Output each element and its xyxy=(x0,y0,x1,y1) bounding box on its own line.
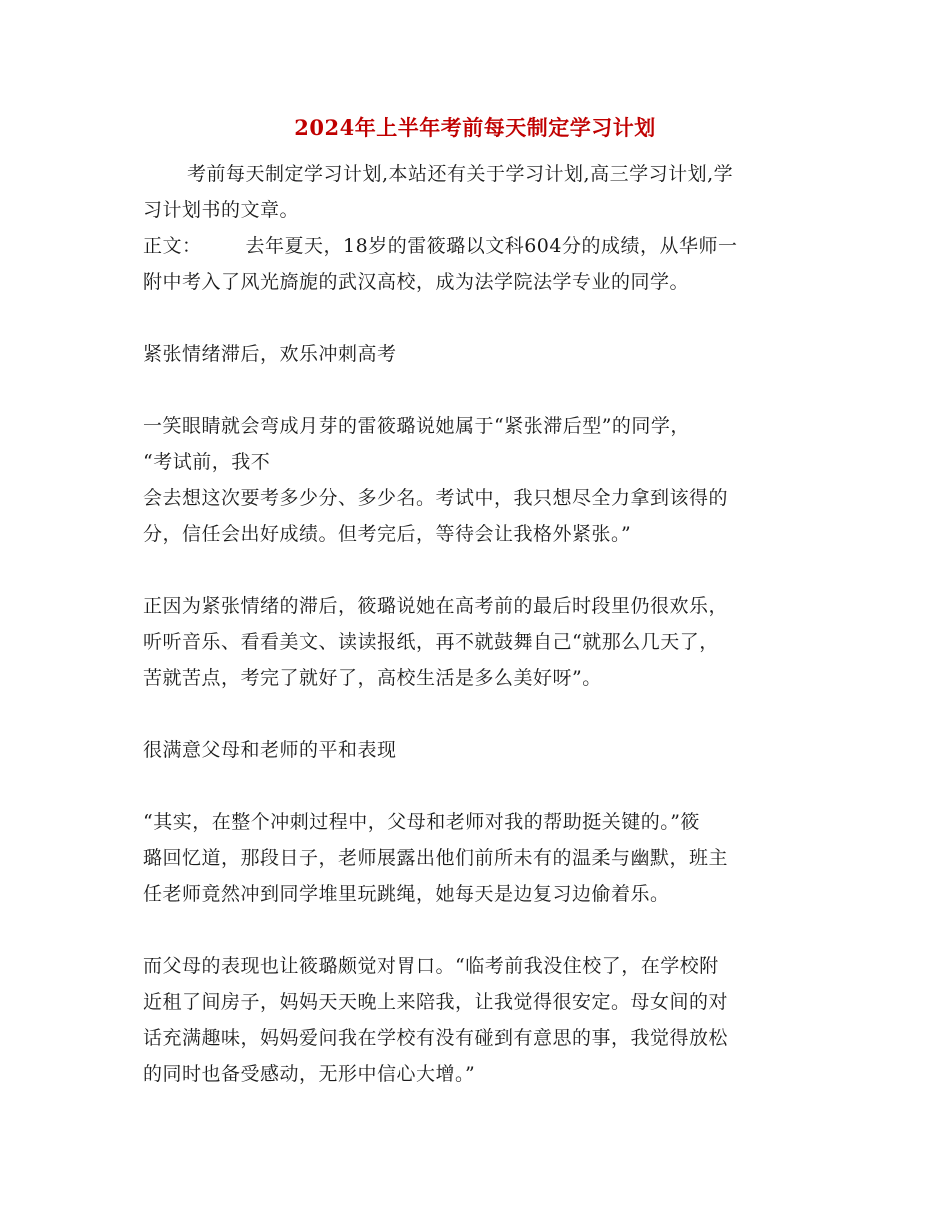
paragraph-line: 正因为紧张情绪的滞后，筱璐说她在高考前的最后时段里仍很欢乐， xyxy=(143,595,729,617)
paragraph-line: 而父母的表现也让筱璐颇觉对胃口。“临考前我没住校了，在学校附 xyxy=(143,955,719,977)
paragraph-line: 附中考入了风光旖旎的武汉高校，成为法学院法学专业的同学。 xyxy=(143,271,690,293)
paragraph-line: 苦就苦点，考完了就好了，高校生活是多么美好呀”。 xyxy=(143,667,602,689)
intro-line: 考前每天制定学习计划,本站还有关于学习计划,高三学习计划,学 xyxy=(187,163,734,185)
paragraph-line: 一笑眼睛就会弯成月芽的雷筱璐说她属于“紧张滞后型”的同学， xyxy=(143,415,690,437)
section-heading: 紧张情绪滞后，欢乐冲刺高考 xyxy=(143,343,397,365)
intro-line: 习计划书的文章。 xyxy=(143,199,300,221)
paragraph-line: 分，信任会出好成绩。但考完后，等待会让我格外紧张。” xyxy=(143,523,632,545)
paragraph-line: 任老师竟然冲到同学堆里玩跳绳，她每天是边复习边偷着乐。 xyxy=(143,883,670,905)
paragraph-line: “其实，在整个冲刺过程中，父母和老师对我的帮助挺关键的。”筱 xyxy=(143,811,700,833)
paragraph-line xyxy=(143,228,809,264)
body-label: 正文： xyxy=(143,235,202,257)
paragraph-line: 璐回忆道，那段日子，老师展露出他们前所未有的温柔与幽默，班主 xyxy=(143,847,729,869)
paragraph-line: 会去想这次要考多少分、多少名。考试中，我只想尽全力拿到该得的 xyxy=(143,487,729,509)
paragraph-line: 听听音乐、看看美文、读读报纸，再不就鼓舞自己“就那么几天了， xyxy=(143,631,719,653)
paragraph-line: 的同时也备受感动，无形中信心大增。” xyxy=(143,1063,476,1085)
paragraph-line: “考试前，我不 xyxy=(143,451,271,473)
paragraph-line: 近租了间房子，妈妈天天晚上来陪我，让我觉得很安定。母女间的对 xyxy=(143,991,729,1013)
document-title: 2024年上半年考前每天制定学习计划 xyxy=(294,115,656,140)
document-body xyxy=(143,156,809,1092)
section-heading: 很满意父母和老师的平和表现 xyxy=(143,739,397,761)
paragraph-line: 话充满趣味，妈妈爱问我在学校有没有碰到有意思的事，我觉得放松 xyxy=(143,1027,729,1049)
paragraph-text: 去年夏天，18岁的雷筱璐以文科604分的成绩，从华师一 xyxy=(245,235,738,257)
